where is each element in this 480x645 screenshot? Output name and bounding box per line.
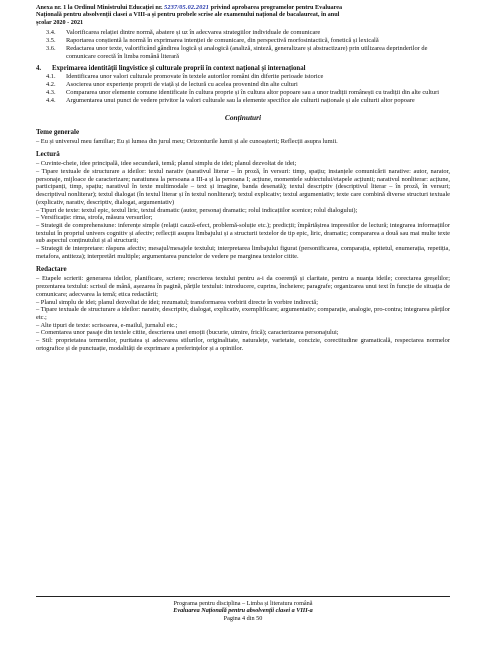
competence-item bbox=[36, 45, 450, 61]
lectura-paragraph: – Tipuri de texte: textul epic, textul liric, textul dramatic (autor, personaj dramatic; rolul indicațiilor scenice; rolul dialogului); bbox=[36, 206, 358, 214]
header-annex-ref: Anexa nr. 1 la Ordinul Ministrului Educației nr. bbox=[36, 4, 165, 11]
lectura-paragraph: – Tipare textuale de structurare a ideilor: textul narativ (narativul literar – în proză, în versuri: timp, spațiu; instanțele comunicării narative: autor, narator, personaje, mijloace de caracterizare; naratiunea la persoana a III-a și la persoana I; acțiune, momentele subiectului/etapele acțiunii; narativul nonliterar: acțiune, participanți, timp, spațiu; narativul în texte multimodale – text și imagine, banda desenată); textul descriptiv (descriptivul literar – în proză, în versuri; descriptivul nonliterar); textul dialogat (în textul literar și în textul nonliterar); textul explicativ; textul argumentativ; texte care combină diverse structuri textuale (explicativ, narativ, descriptiv, dialogat, argumentativ) bbox=[36, 168, 450, 206]
header-line-1-rest: privind aprobarea programelor pentru Evaluarea bbox=[210, 4, 343, 11]
handwritten-order-number: 5237/05.02.2021 bbox=[164, 4, 210, 11]
competence-number: 3.4. bbox=[46, 29, 56, 37]
competence-item bbox=[36, 73, 450, 81]
footer-evaluare: Evaluarea Națională pentru absolvenții clasei a VIII-a bbox=[173, 607, 313, 615]
footer-page-number: Pagina 4 din 50 bbox=[223, 614, 263, 622]
competence-number: 4.1. bbox=[46, 73, 56, 81]
teme-generale-text: – Eu și universul meu familiar; Eu și lumea din jurul meu; Orizonturile lumii și ale cunoașterii; Reflecții asupra lumii. bbox=[36, 137, 338, 145]
lectura-paragraph: – Cuvinte-cheie, idee principală, idee secundară, temă; planul simplu de idei; planul dezvoltat de idei; bbox=[36, 160, 297, 168]
lectura-heading: Lectură bbox=[36, 150, 60, 159]
lectura-paragraph: – Versificație: rima, strofa, măsura versurilor; bbox=[36, 214, 153, 222]
competence-text: Compararea unor elemente comune identificate în cultura proprie și în cultura altor popoare sau a unor tradiții românești cu tradiții din alte culturi bbox=[66, 89, 440, 96]
redactare-paragraph: – Etapele scrierii: generarea ideilor, planificare, scriere; rescrierea textului pentru a-i da coerență și claritate, pentru a nuanța ideile; corectarea greșelilor; prezentarea textului: scrisul de mână, așezarea în pagină, părțile textului: introducere, cuprins, încheiere; paragrafe; organizarea unui text în funcție de situația de comunicare; adecvarea la temă; etica redactării; bbox=[36, 275, 450, 298]
teme-generale-heading: Teme generale bbox=[36, 127, 80, 136]
competence-text: Asocierea unor experiențe proprii de viață și de lectură cu acelea provenind din alte culturi bbox=[66, 81, 298, 89]
lectura-paragraph: – Strategii de comprehensiune: inferențe simple (relații cauză-efect, problemă-soluție etc.); predicții; împărtășirea impresiilor de lectură; integrarea informațiilor textului în propriul univers cognitiv și afectiv; reflecții asupra limbajului și a structurii textelor de tip epic, liric, dramatic; compararea a două sau mai multe texte sub aspectul conținutului și al structurii; bbox=[36, 221, 450, 245]
section-4-title: Exprimarea identității lingvistice și culturale proprii în context național și internațional bbox=[52, 65, 306, 73]
redactare-paragraph: – Planul simplu de idei; planul dezvoltat de idei; rezumatul; transformarea vorbirii directe în vorbire indirectă; bbox=[36, 298, 318, 306]
document-header bbox=[36, 4, 450, 26]
continuturi-title: Conținuturi bbox=[224, 112, 262, 122]
redactare-heading: Redactare bbox=[36, 265, 67, 274]
lectura-paragraph: – Strategii de interpretare: răspuns afectiv; mesajul/mesajele textului; interpretarea limbajului figurat (personificarea, comparația, epitetul, enumerația, repetiția, metafora, antiteza); interpretări multiple; argumentarea punctelor de vedere pe marginea textelor citite. bbox=[36, 245, 450, 260]
competence-number: 3.6. bbox=[46, 44, 56, 52]
header-line-1 bbox=[36, 4, 450, 11]
competence-text: Raportarea conștientă la normă în exprimarea intenției de comunicare, din perspectivă morfosintactică, fonetică și lexicală bbox=[66, 37, 379, 45]
competence-text: Valorificarea relației dintre normă, abatere și uz în adecvarea strategiilor individuale de comunicare bbox=[66, 29, 321, 37]
competence-item bbox=[36, 29, 450, 37]
competence-number: 3.5. bbox=[46, 37, 56, 45]
competence-number: 4.2. bbox=[46, 81, 56, 89]
competence-text: Argumentarea unui punct de vedere privitor la valori culturale sau la elemente specifice ale culturii naționale și ale culturii altor popoare bbox=[66, 96, 415, 104]
competence-number: 4.4. bbox=[46, 96, 56, 104]
header-line-2: Națională pentru absolvenții clasei a VIII-a și pentru probele scrise ale examenului național de bacalaureat, în anul bbox=[36, 11, 340, 19]
competence-item bbox=[36, 97, 450, 105]
competence-item bbox=[36, 37, 450, 45]
redactare-paragraph: – Stil: proprietatea termenilor, puritatea și adecvarea stilurilor, originalitate, naturalețe, varietate, concizie, corectitudine gramaticală, respectarea normelor ortografice și de punctuație, modalități de exprimare a preferințelor și a opiniilor. bbox=[36, 337, 450, 352]
redactare-paragraph: – Comentarea unor pasaje din textele citite, descrierea unei emoții (bucurie, uimire, frică); caracterizarea personajului; bbox=[36, 329, 339, 337]
section-4-heading bbox=[36, 65, 450, 73]
footer-programa: Programa pentru disciplina – Limba și literatura română bbox=[173, 600, 313, 607]
page-footer bbox=[36, 596, 450, 622]
redactare-paragraph: – Tipare textuale de structurare a ideilor: narativ, descriptiv, dialogat, explicativ, exemplificare; argumentativ; comparație, analogie, pro-contra; integrarea părților etc.; bbox=[36, 306, 450, 321]
competences-4-list bbox=[36, 73, 450, 104]
header-line-3: școlar 2020 - 2021 bbox=[36, 18, 84, 26]
redactare-content bbox=[36, 275, 450, 352]
competence-text: Identificarea unor valori culturale promovate în textele autorilor români din diferite perioade istorice bbox=[66, 73, 324, 81]
competences-3-list bbox=[36, 29, 450, 60]
section-4-number: 4. bbox=[36, 65, 42, 73]
competence-item bbox=[36, 89, 450, 97]
competence-number: 4.3. bbox=[46, 89, 56, 96]
competence-item bbox=[36, 81, 450, 89]
competence-text: Redactarea unor texte, valorificând gândirea logică și analogică (analiză, sinteză, generalizare și abstractizare) prin utilizarea deprinderilor de comunicare corectă în limba română literară bbox=[66, 44, 428, 60]
lectura-content bbox=[36, 160, 450, 260]
redactare-paragraph: – Alte tipuri de texte: scrisoarea, e-mailul, jurnalul etc.; bbox=[36, 321, 178, 329]
